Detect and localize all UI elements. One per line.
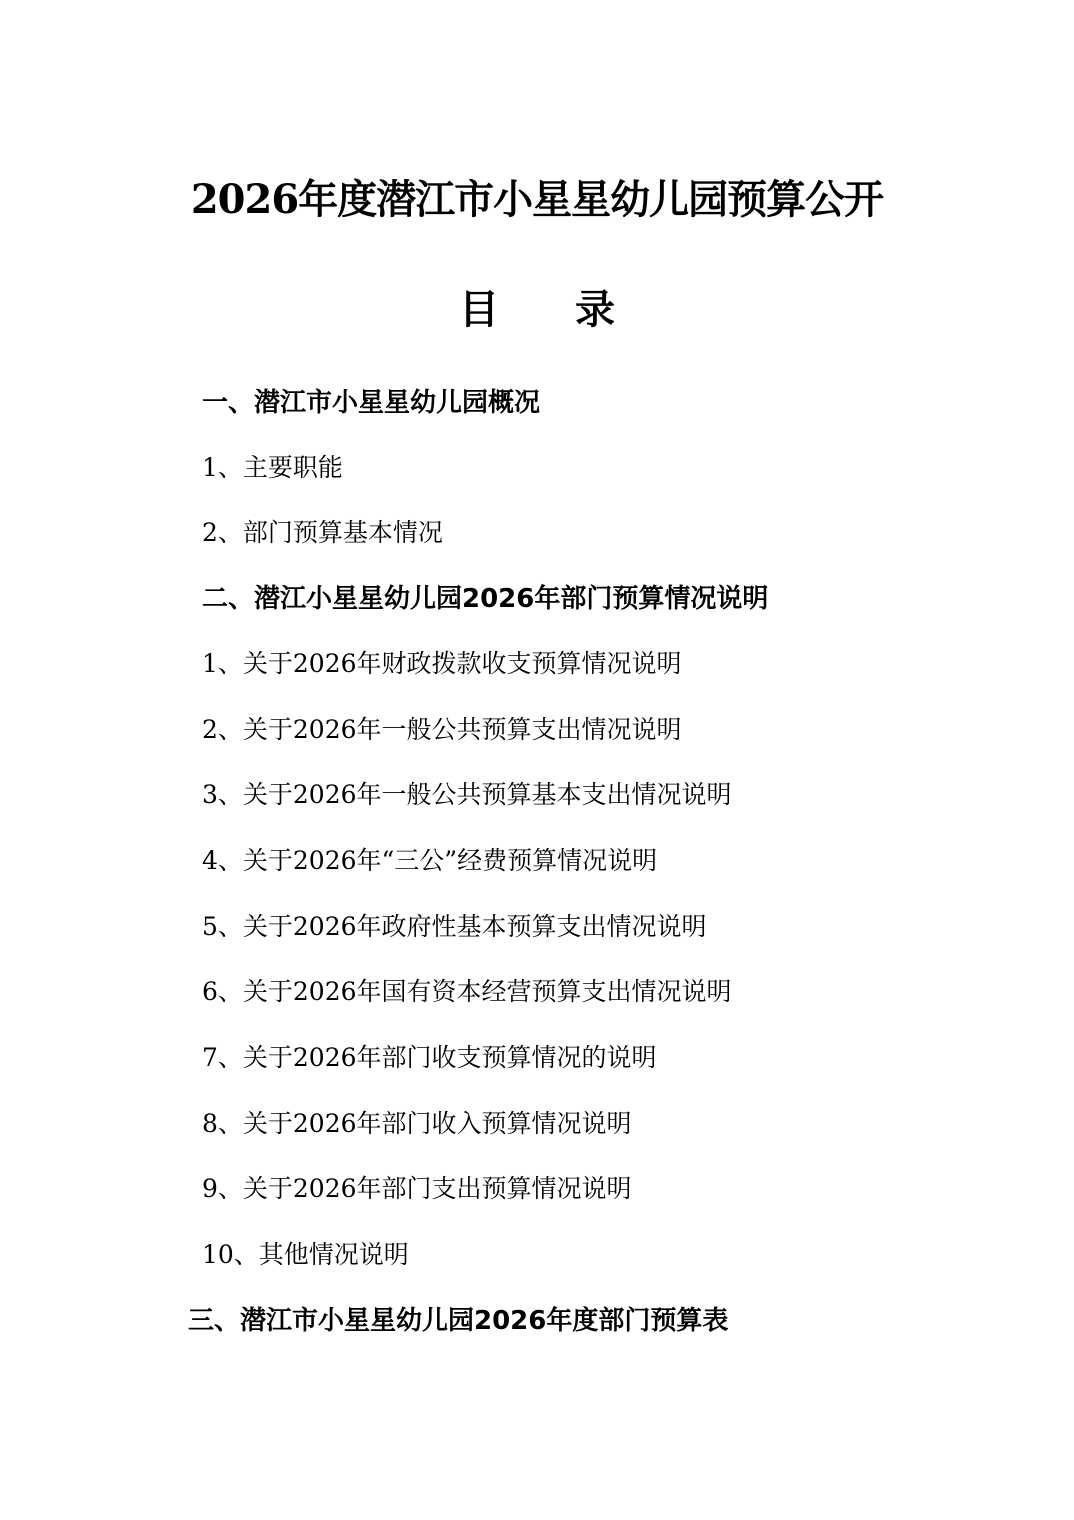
toc-item: 1、主要职能 [202,453,343,482]
toc-heading-char-1: 目 [459,286,499,333]
toc-item: 1、关于2026年财政拨款收支预算情况说明 [202,649,682,678]
toc-item: 9、关于2026年部门支出预算情况说明 [202,1174,632,1203]
document-title: 2026年度潜江市小星星幼儿园预算公开 [190,176,884,223]
toc-heading-char-2: 录 [575,286,615,333]
toc-item: 7、关于2026年部门收支预算情况的说明 [202,1043,657,1072]
toc-item: 4、关于2026年“三公”经费预算情况说明 [202,846,658,875]
toc-item: 8、关于2026年部门收入预算情况说明 [202,1109,632,1138]
toc-section-2: 二、潜江小星星幼儿园2026年部门预算情况说明 [202,584,769,614]
toc-heading [0,282,1074,338]
toc-item: 5、关于2026年政府性基本预算支出情况说明 [202,912,707,941]
toc-section-3: 三、潜江市小星星幼儿园2026年度部门预算表 [188,1306,729,1336]
toc-item: 2、关于2026年一般公共预算支出情况说明 [202,715,682,744]
toc-item: 10、其他情况说明 [202,1240,409,1269]
toc-section-1: 一、潜江市小星星幼儿园概况 [202,388,541,418]
toc-item: 3、关于2026年一般公共预算基本支出情况说明 [202,780,732,809]
toc-item: 6、关于2026年国有资本经营预算支出情况说明 [202,977,732,1006]
toc-item: 2、部门预算基本情况 [202,518,443,547]
